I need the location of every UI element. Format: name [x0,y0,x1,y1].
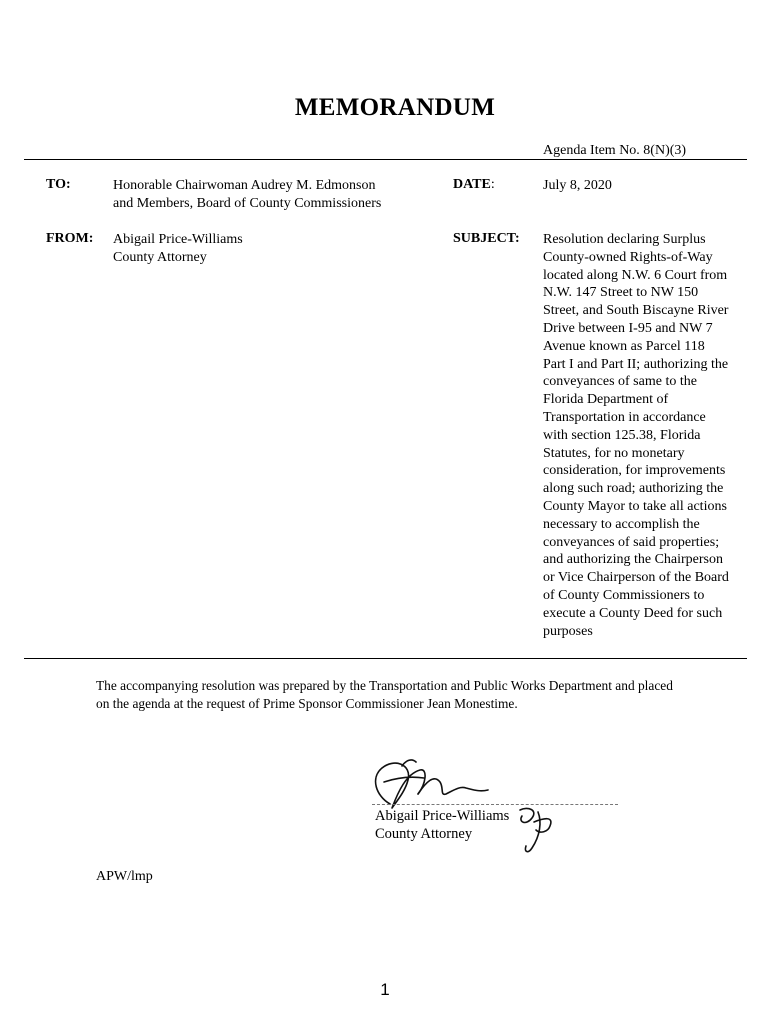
date-label: DATE [453,177,491,192]
subject-line: along such road; authorizing the [543,481,724,497]
subject-line: County-owned Rights-of-Way [543,249,713,265]
agenda-item-number: Agenda Item No. 8(N)(3) [543,143,687,158]
subject-line: conveyances of said properties; [543,534,720,550]
to-line-1: Honorable Chairwoman Audrey M. Edmonson [113,178,376,193]
subject-line: or Vice Chairperson of the Board [543,570,729,586]
subject-line: of County Commissioners to [543,587,705,603]
body-line-1: The accompanying resolution was prepared by the Transportation and Public Works Department and placed [96,678,673,693]
subject-line: consideration, for improvements [543,463,726,479]
signatory-name: Abigail Price-Williams [375,808,510,824]
subject-label: SUBJECT: [453,231,520,246]
page-number: 1 [380,980,390,999]
subject-text [543,231,753,640]
reference-initials: APW/lmp [96,869,153,884]
from-label: FROM: [46,231,94,246]
subject-divider [24,658,747,659]
from-line-1: Abigail Price-Williams [113,232,243,247]
to-line-2: and Members, Board of County Commissioners [113,195,382,211]
subject-line: execute a County Deed for such [543,605,723,621]
date-colon: : [490,177,495,192]
to-label: TO: [46,177,71,192]
header-divider [24,159,747,160]
subject-line: Street, and South Biscayne River [543,303,729,319]
subject-line: purposes [543,623,593,639]
subject-line: Florida Department of [543,392,669,408]
signatory-title: County Attorney [375,826,473,842]
subject-line: Drive between I-95 and NW 7 [543,320,713,336]
date-value: July 8, 2020 [543,178,612,193]
body-paragraph [96,677,736,712]
subject-line: Transportation in accordance [543,409,706,425]
subject-line: Statutes, for no monetary [543,445,685,461]
subject-line: N.W. 147 Street to NW 150 [543,285,699,301]
subject-line: located along N.W. 6 Court from [543,267,728,283]
subject-line: with section 125.38, Florida [543,427,701,443]
subject-line: conveyances of same to the [543,374,697,390]
signature-image [362,752,632,862]
body-line-2: on the agenda at the request of Prime Sponsor Commissioner Jean Monestime. [96,695,518,711]
signature-line [372,804,618,805]
subject-line: County Mayor to take all actions [543,498,727,514]
to-recipient [113,177,381,213]
subject-line: necessary to accomplish the [543,516,700,532]
from-sender [113,231,243,267]
from-line-2: County Attorney [113,249,207,265]
subject-line: Avenue known as Parcel 118 [543,338,705,354]
subject-line: and authorizing the Chairperson [543,552,724,568]
subject-line: Resolution declaring Surplus [543,232,706,247]
subject-line: Part I and Part II; authorizing the [543,356,729,372]
memo-title: MEMORANDUM [294,94,496,121]
date-label-group [453,177,495,193]
